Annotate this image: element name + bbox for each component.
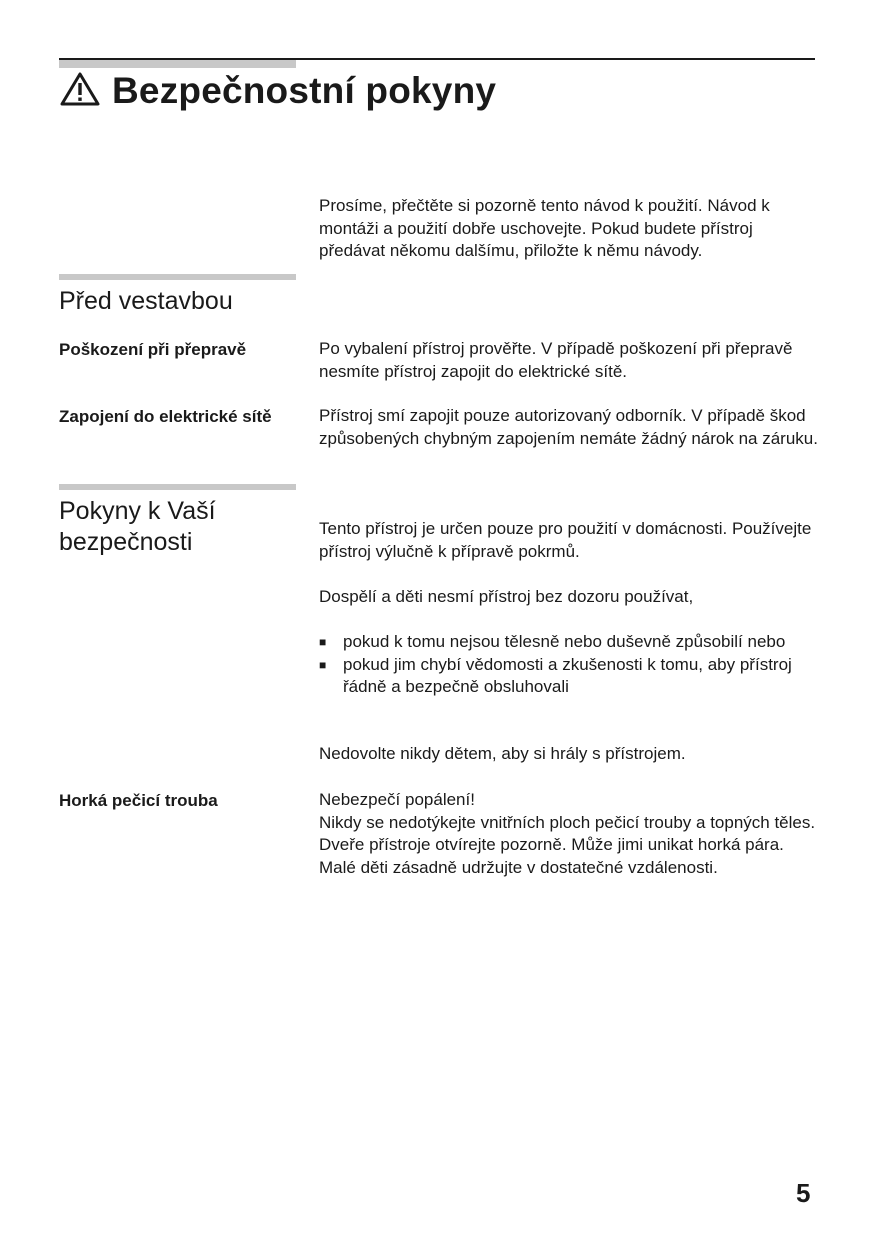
section-heading-safety-line1: Pokyny k Vaší	[59, 497, 216, 525]
electrical-connection-text	[319, 405, 819, 450]
header-rule	[59, 58, 815, 60]
hot-oven-text	[319, 789, 819, 879]
page-title-text: Bezpečnostní pokyny	[112, 70, 497, 111]
transport-damage-text	[319, 338, 819, 383]
label-hot-oven: Horká pečicí trouba	[59, 791, 218, 810]
bullet-text: pokud k tomu nejsou tělesně nebo duševně způsobilí nebo	[343, 632, 786, 651]
hot-oven-warning: Nebezpečí popálení!	[319, 790, 475, 809]
bullet-text: pokud jim chybí vědomosti a zkušenosti k tomu, aby přístroj řádně a bezpečně obsluhovali	[343, 654, 792, 696]
section-heading-before-installation: Před vestavbou	[59, 287, 233, 315]
page-title	[60, 70, 496, 115]
label-electrical-connection: Zapojení do elektrické sítě	[59, 407, 272, 426]
intro-text: Prosíme, přečtěte si pozorně tento návod k použití. Návod k montáži a použití dobře uschovejte. Pokud budete přístroj předávat někomu dalšímu, přiložte k němu návody.	[319, 196, 770, 260]
safety-para-3-text: Nedovolte nikdy dětem, aby si hrály s přístrojem.	[319, 744, 686, 763]
page-number: 5	[796, 1178, 811, 1208]
safety-para-1	[319, 518, 819, 563]
section-divider	[59, 484, 296, 490]
electrical-connection-paragraph: Přístroj smí zapojit pouze autorizovaný odborník. V případě škod způsobených chybným zapojením nemáte žádný nárok na záruku.	[319, 406, 818, 448]
section-heading-safety	[59, 496, 216, 558]
list-item	[319, 654, 799, 699]
section-divider	[59, 274, 296, 280]
warning-triangle-icon	[60, 72, 100, 115]
section-heading-safety-line2: bezpečnosti	[59, 528, 193, 556]
hot-oven-paragraph: Nikdy se nedotýkejte vnitřních ploch pečicí trouby a topných těles. Dveře přístroje otvírejte pozorně. Může jimi unikat horká pára. Malé děti zásadně udržujte v dostatečné vzdálenosti.	[319, 812, 816, 877]
safety-para-2-text: Dospělí a děti nesmí přístroj bez dozoru používat,	[319, 587, 694, 606]
transport-damage-paragraph: Po vybalení přístroj prověřte. V případě poškození při přepravě nesmíte přístroj zapojit do elektrické sítě.	[319, 339, 793, 381]
bullet-square-icon: ■	[319, 657, 327, 672]
safety-para-2	[319, 586, 819, 609]
intro-paragraph	[319, 195, 819, 263]
safety-bullet-list	[319, 631, 799, 699]
list-item	[319, 631, 799, 654]
safety-para-1-text: Tento přístroj je určen pouze pro použití v domácnosti. Používejte přístroj výlučně k přípravě pokrmů.	[319, 519, 812, 561]
safety-para-3	[319, 743, 819, 766]
label-transport-damage: Poškození při přepravě	[59, 340, 247, 359]
bullet-square-icon: ■	[319, 635, 327, 649]
header-accent-bar	[59, 60, 296, 68]
